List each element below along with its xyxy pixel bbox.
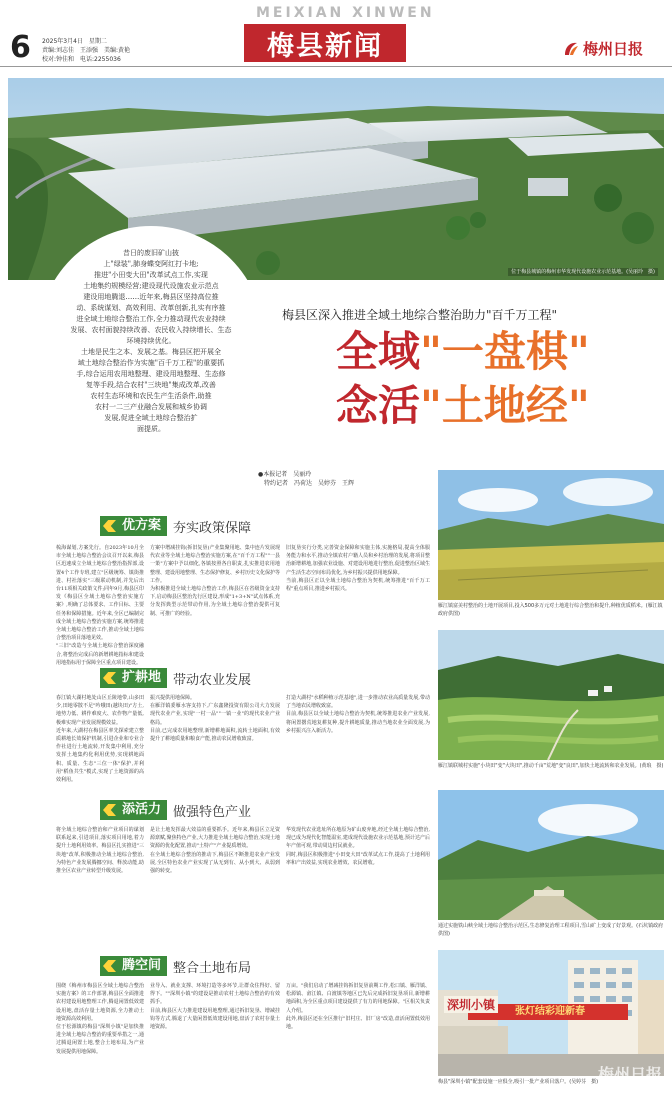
section-4-col-3: 万亩。"我们启动了增减挂钩拆旧复垦前期工作,松口镇、雁洋镇、松源镇、畲江镇、白渡镇等地区已先后完成拆旧复垦项目,新增耕地面积,为全区重点项目建设提供了有力的用地保障。"区相关负责人介绍。 此外,梅县区还在全区推行"旧村庄、旧厂房"改造,盘活闲置低效用地。: [286, 983, 430, 1031]
watermark: 梅州日报: [598, 1065, 663, 1084]
page-header: [0, 0, 672, 65]
intro-line: 发展、农村面貌持续改善、农民收入持续增长、生态: [70, 326, 232, 334]
headline-1b: "一盘棋": [420, 327, 590, 376]
headline-line-2: [336, 380, 590, 432]
intro-line: 昔日的废旧矿山披: [123, 249, 179, 257]
intro-line: 土地集约规模经营;建设现代设施农业示范点: [83, 282, 219, 290]
byline: [258, 470, 354, 488]
paper-logo: [562, 38, 643, 59]
section-1-badge: 优方案: [100, 516, 167, 536]
section-3-subtitle: 做强特色产业: [173, 804, 252, 820]
intro-line: 发展,促进全域土地综合整治扩: [104, 414, 198, 422]
byline-1: ●本报记者 吴丽玲: [258, 471, 312, 478]
side-photo-3: [438, 790, 664, 920]
terraced-fields-image: [438, 630, 664, 760]
section-3-col-2: 是让土地发挥最大效益的重要抓手。近年来,梅县区立足资源禀赋,聚焦特色产业,大力推进全域土地综合整治,实现土地资源的优化配置,推动"土特产"产业提质增效。 在全域土地综合整治的推动下,梅县区不断推进农业产业发展,全区特色农业产业实现了从无到有、从小到大、从弱到强的转变。: [150, 827, 280, 875]
section-2-col-1: 春江镇大湖村地处山区丘陵地带,山多田少,田地零散不足"吟哦田(越块田)"方土,地势力低、耕作难度大、农作物产量低,极难实现产业发展规模效益。 近年来,大湖村在梅县区率先探索建立整质耕地长效保护机制,引进企业和专业合作社进行土地流转,开发集中利用,充分发挥土地集约化利用优势,实现耕地面积、质量、生态"三位一体"保护,并利用"稻鱼共生"模式,实现了土地资源的高效利用。: [56, 695, 144, 784]
masthead-en: MEIXIAN XINWEN: [256, 5, 435, 21]
headline-kicker: 梅县区深入推进全域土地综合整治助力"百千万工程": [282, 308, 558, 322]
intro-line: 面提质。: [137, 425, 165, 433]
section-2-badge: 扩耕地: [100, 668, 167, 688]
section-2-col-3: 打造大湖村"水稻种植示范基地",进一步推动农业高质量发展,带动了当地农民增收致富。 目前,梅县区以全域土地综合整治为契机,统筹推进农业产业发展,将闲置撂荒地复耕复种,提升耕地质量,推动当地农业全面发展,为乡村振兴注入新活力。: [286, 695, 430, 734]
headline-line-1: [336, 326, 590, 378]
side-photo-4: [438, 950, 664, 1076]
side-caption-1: 雁江镇富美村整治的土地开展项目,投入500多万元对土地进行综合整治和提升,种植优质稻米。(雁江镇政府供图): [438, 603, 663, 617]
headline-2a: 念活: [336, 381, 421, 430]
section-2-title: [100, 668, 251, 688]
section-4-col-1: 围绕《梅州市梅县区全域土地综合整治实施方案》的工作部署,梅县区全面推进农村建设用地整理工作,腾退闲置低效建设用地,盘活存量土地资源,全力推动土地资源高效利用。 位于松源镇的梅县"深圳小镇"是加快推进全域土地综合整治的重要举措之一,通过腾退闲置土地,整合土地布局,为产业发展提供用地保障。: [56, 983, 144, 1055]
side-caption-3: 通过实施铁山峡全域土地综合整治示范区,生态修复治理工程项目,雪山矿上变成了好景观。(石坑镇政府供图): [438, 923, 664, 937]
side-caption-2: 雁江镇联城村实施"小块田"变"大块田",推动千亩"荒地"变"良田",加快土地流转和农业发展。(黄琅 摄): [438, 763, 664, 769]
section-4-col-2: 业导入、就业支撑、环境打造等多环节,让群众住得好、留得下。""深圳小镇"的建设是推动农村土地综合整治的有效抓手。 目前,梅县区大力推进建设用地整理,通过拆旧复垦、增减挂钩等方式,腾退了大量闲置低效建设用地,盘活了农村存量土地资源。: [150, 983, 280, 1031]
side-photo-2: [438, 630, 664, 760]
intro-text: [40, 248, 262, 435]
section-1-col-3: 旧复垦实行分类,完善资金保障和实施主体,实施格局,提高全体服务能力和水平,推动全镇农村户籍人员和乡村治理的发展,将项目整治新增耕地,加强农业设施、对建设用地进行整治,促进整治区域生产生活生态空间布局优化,为乡村振兴提供用地保障。 当前,梅县区正以全域土地综合整治为契机,统筹推进"百千万工程"重点项目,推进乡村振兴。: [286, 545, 430, 593]
hero-caption: 位于梅县城镇的梅州市华发现代设施农业示范基地。(吴丽玲 摄): [508, 268, 658, 276]
section-1-subtitle: 夯实政策保障: [173, 520, 252, 536]
intro-line: 土地是民生之本、发展之基。梅县区把开展全: [81, 348, 221, 356]
section-1-title: [100, 516, 251, 536]
section-4-badge: 腾空间: [100, 956, 167, 976]
paper-name: 梅州日报: [583, 40, 644, 58]
headline-2b: "土地经": [420, 381, 590, 430]
intro-line: 手,综合运用农用地整理、建设用地整理、生态修: [76, 370, 226, 378]
intro-line: 域土地综合整治作为实施"百千万工程"的重要抓: [77, 359, 225, 367]
page-number: 6: [10, 30, 31, 65]
intro-line: 推进"小田变大田"改革试点工作,实现: [94, 271, 208, 279]
section-3-col-1: 将全域土地综合整治和产业项目的谋划联系起来,引进项目,落实项目用地,着力提升土地利用效率。梅县区扎实推进"三块地"改革,积极推动全域土地综合整治,为特色产业发展腾挪空间、释放动能,助推全区农业产业转型升级发展。: [56, 827, 144, 875]
intro-line: 建设用地腾退……近年来,梅县区坚持高位推: [83, 293, 219, 301]
intro-line: 农村一二三产业融合发展和城乡协调: [95, 403, 207, 411]
side-caption-4: 梅县"深圳小镇"配套设施一应俱全,吸引一批产业项目落户。(吴婷芬 摄): [438, 1079, 599, 1085]
section-4-title: [100, 956, 251, 976]
masthead-box: [244, 24, 406, 62]
proof-line: 校对:钟佳和 电话:2255036: [42, 56, 121, 63]
festival-banner: 张灯结彩迎新春: [515, 1006, 585, 1017]
date-line: 2025年3月4日 星期二: [42, 38, 107, 45]
section-1-col-2: 方案中增减挂钩(拆旧复垦)产业集聚用地、集中连片发展现代农业等全域土地综合整治实施方案,在"百千万工程""一县一策"方案中予以细化,各镇按照各自职责,扎实推进农用地整理、建设用地整理、生态保护修复、乡村历史文化保护等工作。 为积极推进全域土地综合整治工作,梅县区在省级资金支持下,启动梅县区整治先行区建设,形成"1+3+N"试点体系,充分发挥典型示范带动作用,为全域土地综合整治提供可复制、可推广的经验。: [150, 545, 281, 617]
paper-logo-icon: [562, 40, 580, 58]
section-2-subtitle: 带动农业发展: [173, 672, 252, 688]
editor-line: 责编:刘志佳 王添强 美编:黄艳: [42, 47, 131, 54]
restored-mine-image: [438, 790, 664, 920]
town-sign: 深圳小镇: [444, 996, 498, 1013]
intro-line: 动、系统谋划、高效利用、改革创新,扎实有序推: [76, 304, 226, 312]
byline-2: 特约记者 冯荷达 吴婷芬 王辉: [258, 480, 355, 487]
intro-line: 上"绿装",肺身蝶变阿红打卡地;: [103, 260, 199, 268]
section-3-col-3: 华发现代农业选址所在地原为矿山废弃地,经过全域土地综合整治,现已成为现代化智能温室,建成现代设施农业示范基地,预计达产后年产值可观,带动周边村民就业。 同时,梅县区积极推进"小田变大田"改革试点工作,提高了土地利用率和产出效益,实现农业增效、农民增收。: [286, 827, 430, 866]
farmland-image: [438, 470, 664, 600]
headline-1a: 全域: [336, 327, 421, 376]
header-divider: [0, 66, 672, 67]
section-3-title: [100, 800, 251, 820]
section-1-col-1: 梳海谋划,方案先行。自2023年10月全市全域土地综合整治会议召开以来,梅县区迅速成立全域土地综合整治指挥部,设置4个工作专班,建立"区级统筹、镇街推进、村社落实"三级联动机制,并先后出台11项相关政策文件;同年9月,梅县区印发《梅县区全域土地综合整治实施方案》,明确了总体要求、工作目标、主要任务和保障措施。近年来,全区已编制完成全域土地综合整治实施方案,统筹推进全域土地综合整治工作,推动全域土地综合整治项目落地见效。 "三旧"改造与全域土地综合整治深度融合,将整治完成后的新增耕地指标和建设用地指标用于保障全区重点项目建设。: [56, 545, 144, 666]
masthead-title: 梅县新闻: [267, 30, 383, 62]
side-photo-1: [438, 470, 664, 600]
intro-line: 进全域土地综合整治工作,全力推动现代农业持续: [76, 315, 226, 323]
intro-line: 环境持续优化。: [126, 337, 176, 345]
section-3-badge: 添活力: [100, 800, 167, 820]
intro-line: 农村生态环境和农民生产生活条件,助推: [90, 392, 212, 400]
section-4-subtitle: 整合土地布局: [173, 960, 252, 976]
section-2-col-2: 振兴提供用地保障。 在雁洋镇委雁水客支持下,广东鑫隆投资有限公司大力发展现代农业产业,实现"一村一品""一镇一业"的现代农业产业格局。 目前,已完成农用地整理,新增耕地面积,流转土地面积,有效提升了耕地质量和粮食产能,推动农民增收致富。: [150, 695, 280, 743]
intro-line: 复等手段,结合农村"三块地"集成改革,改善: [86, 381, 216, 389]
